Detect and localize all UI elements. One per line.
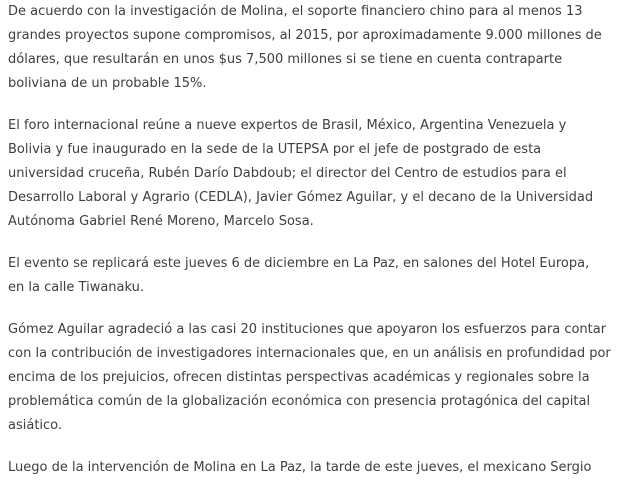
text-line: Bolivia y fue inaugurado en la sede de la UTEPSA por el jefe de postgrado de esta <box>8 142 542 157</box>
text-line: Luego de la intervención de Molina en La Paz, la tarde de este jueves, el mexicano Sergio <box>8 460 592 475</box>
article-paragraph <box>8 456 630 480</box>
text-line: asiático. <box>8 418 63 433</box>
text-line: El foro internacional reúne a nueve expertos de Brasil, México, Argentina Venezuela y <box>8 118 567 133</box>
article-paragraph <box>8 318 630 438</box>
text-line: El evento se replicará este jueves 6 de diciembre en La Paz, en salones del Hotel Europa, <box>8 256 590 271</box>
text-line: universidad cruceña, Rubén Darío Dabdoub; el director del Centro de estudios para el <box>8 166 567 181</box>
text-line: grandes proyectos supone compromisos, al 2015, por aproximadamente 9.000 millones de <box>8 28 602 43</box>
text-line: dólares, que resultarán en unos $us 7,500 millones si se tiene en cuenta contraparte <box>8 52 563 67</box>
text-line: boliviana de un probable 15%. <box>8 76 207 91</box>
text-line: encima de los prejuicios, ofrecen distintas perspectivas académicas y regionales sobre la <box>8 370 590 385</box>
text-line: De acuerdo con la investigación de Molina, el soporte financiero chino para al menos 13 <box>8 4 583 19</box>
text-line: con la contribución de investigadores internacionales que, en un análisis en profundidad por <box>8 346 611 361</box>
article-paragraph <box>8 0 630 96</box>
text-line: Autónoma Gabriel René Moreno, Marcelo Sosa. <box>8 214 314 229</box>
text-line: Desarrollo Laboral y Agrario (CEDLA), Javier Gómez Aguilar, y el decano de la Universidad <box>8 190 594 205</box>
text-line: en la calle Tiwanaku. <box>8 280 145 295</box>
text-line: Gómez Aguilar agradeció a las casi 20 instituciones que apoyaron los esfuerzos para contar <box>8 322 607 337</box>
article-paragraph <box>8 252 630 300</box>
text-line: problemática común de la globalización económica con presencia protagónica del capital <box>8 394 591 409</box>
article-paragraph <box>8 114 630 234</box>
